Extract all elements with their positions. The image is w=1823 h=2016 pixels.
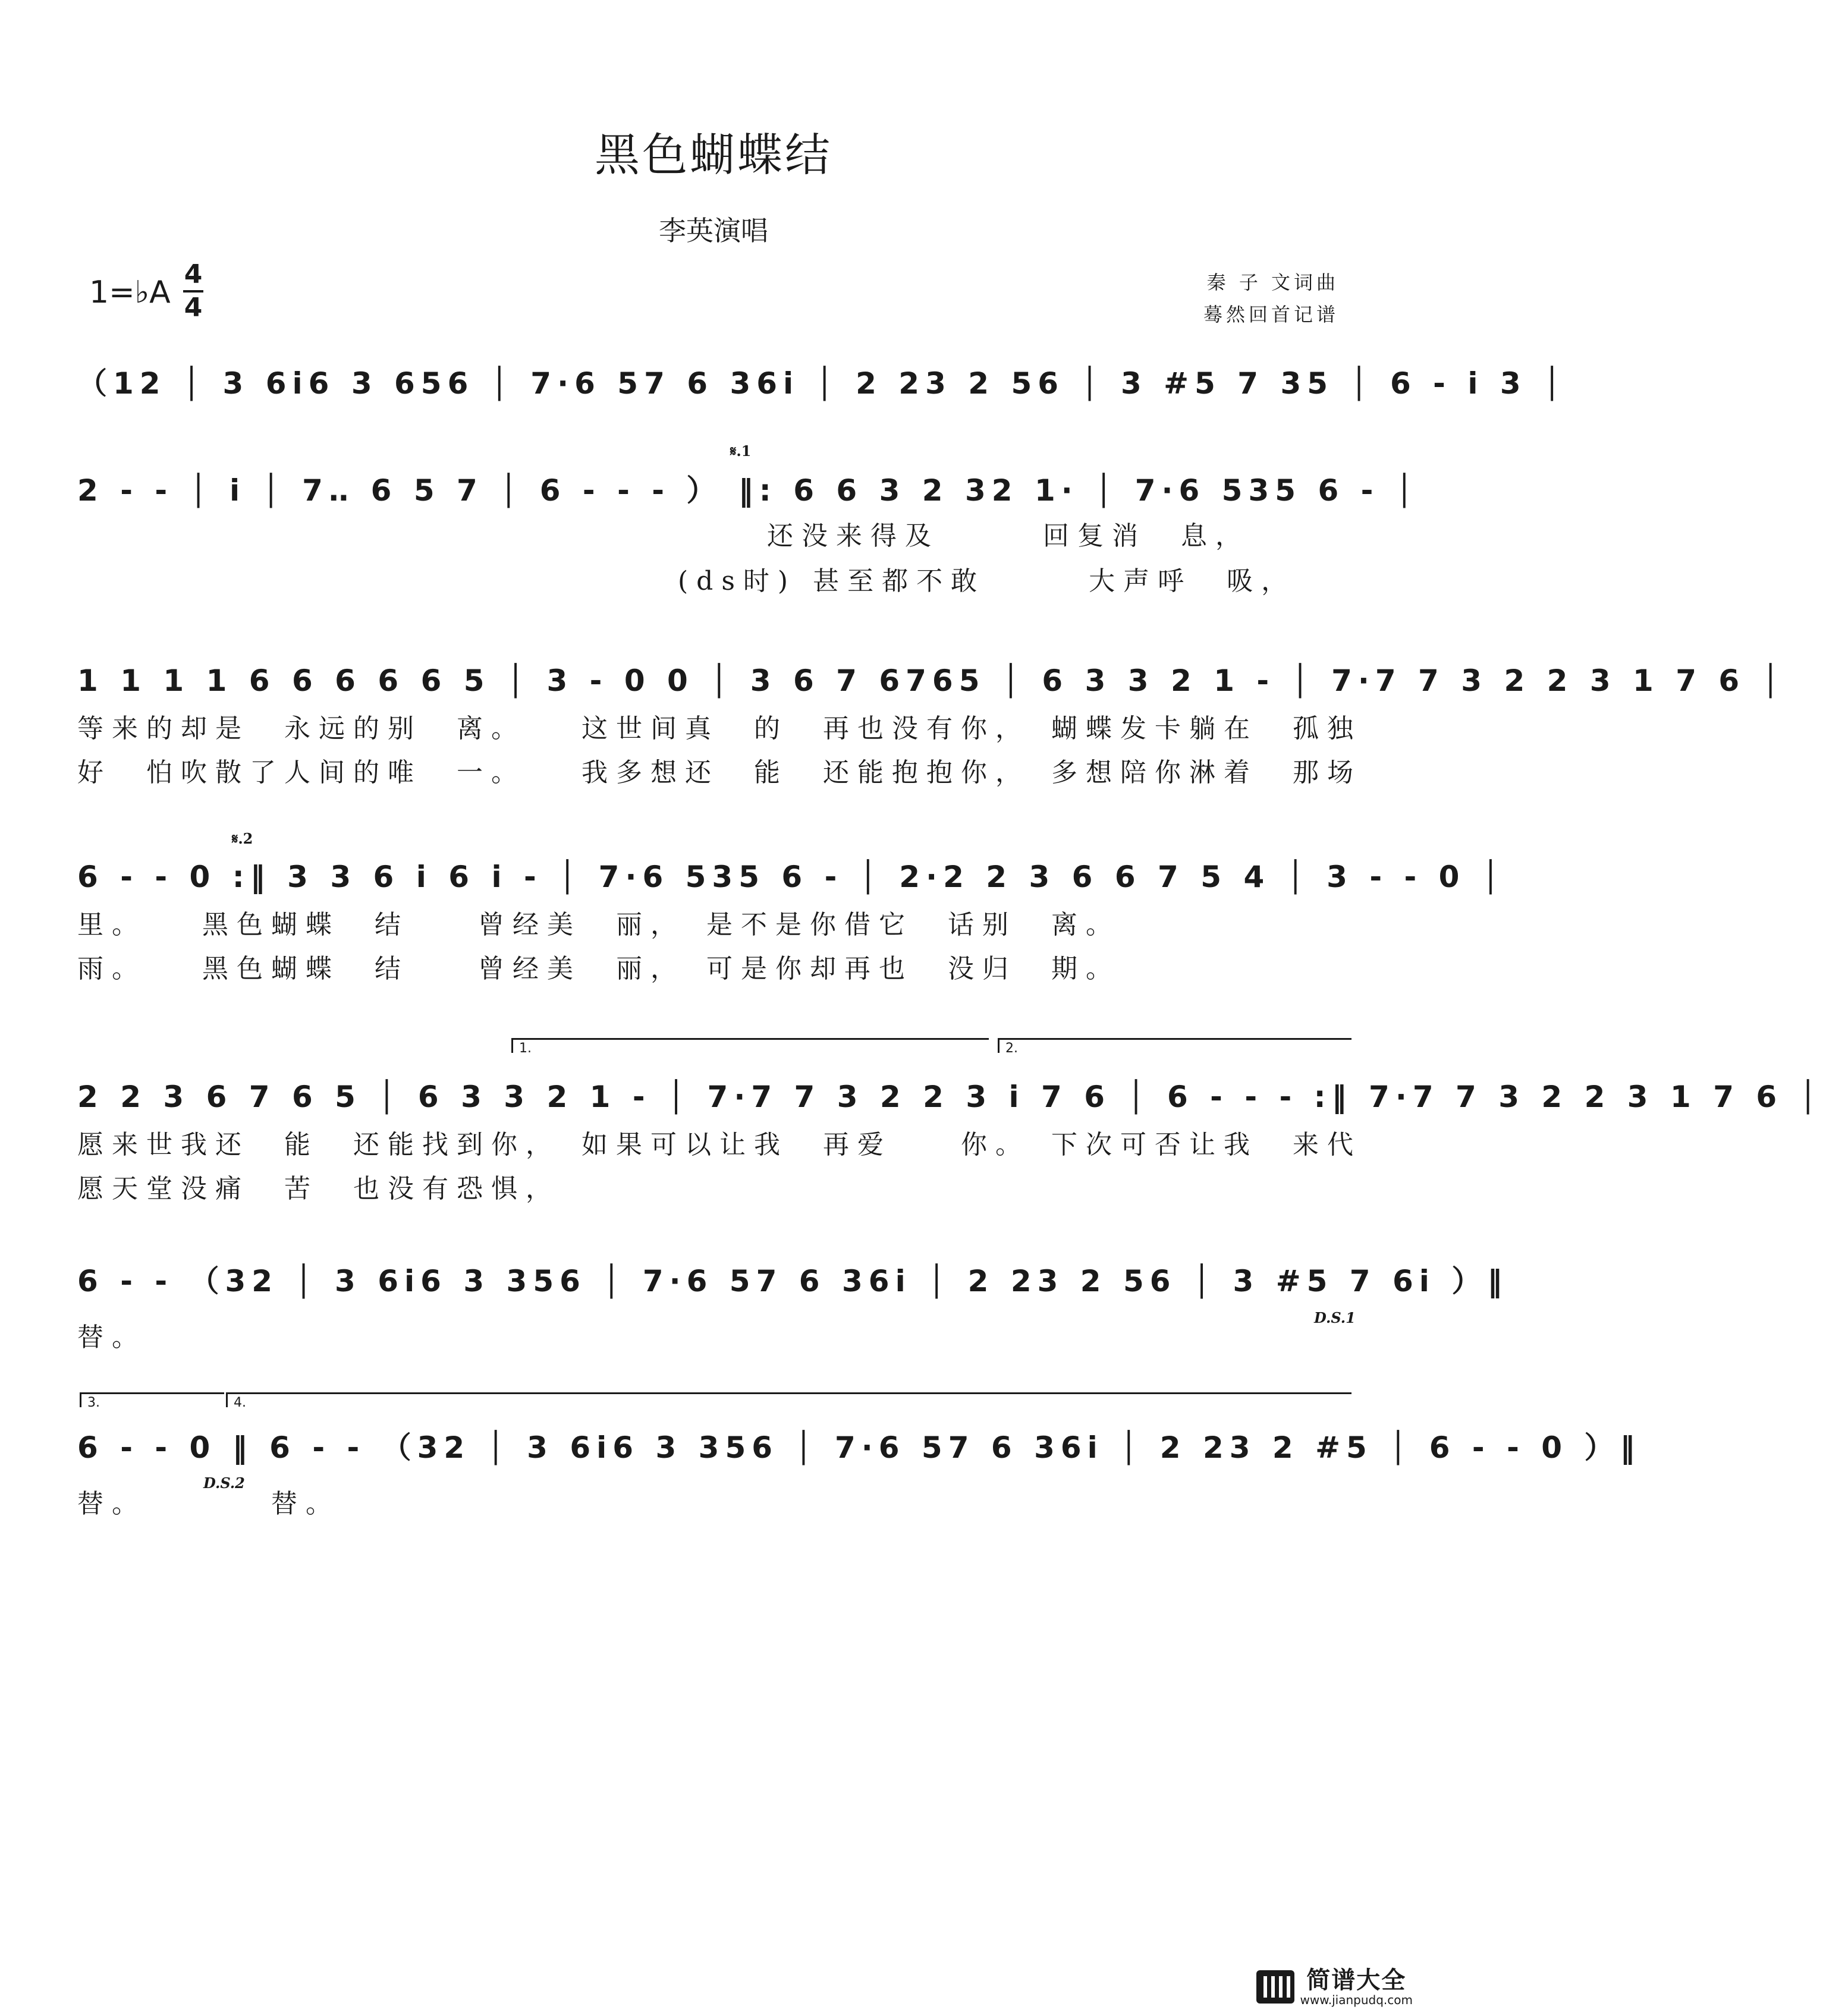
volta-1-label: 1. (519, 1041, 532, 1056)
volta-3-label: 3. (87, 1395, 100, 1410)
system-4-lyric-1: 里。 黑色蝴蝶 结 曾经美 丽， 是不是你借它 话别 离。 (77, 910, 1120, 940)
time-denominator: 4 (184, 293, 203, 323)
system-6-notes: 6 - - （32 │ 3 6i6 3 356 │ 7·6 57 6 36i │ 2 23 2 56 │ 3 #5 7 6i ）‖ (77, 1264, 1508, 1298)
watermark-text (1300, 1967, 1413, 2006)
system-7-notes: 6 - - 0 ‖ 6 - - （32 │ 3 6i6 3 356 │ 7·6 57 6 36i │ 2 23 2 #5 │ 6 - - 0 ）‖ (77, 1430, 1641, 1465)
ds2-marker: D.S.2 (203, 1474, 245, 1492)
system-4-lyric-2: 雨。 黑色蝴蝶 结 曾经美 丽， 可是你却再也 没归 期。 (77, 954, 1120, 984)
system-4-notes: 6 - - 0 :‖ 3 3 6 i 6 i - │ 7·6 535 6 - │ 2·2 2 3 6 6 7 5 4 │ 3 - - 0 │ (77, 860, 1505, 894)
segno-2-icon: 𝄋.2 (232, 830, 253, 847)
system-2-notes: 2 - - │ i │ 7‥ 6 5 7 │ 6 - - - ） ‖: 6 6 3 2 32 1· │ 7·6 535 6 - │ (77, 473, 1419, 508)
system-2 (77, 442, 1419, 596)
system-3-lyric-1: 等来的却是 永远的别 离。 这世间真 的 再也没有你， 蝴蝶发卡躺在 孤独 (77, 713, 1362, 744)
key-signature: 1=♭A (89, 275, 171, 310)
segno-1-icon: 𝄋.1 (730, 442, 752, 460)
watermark-name: 简谱大全 (1306, 1967, 1407, 1994)
volta-4 (226, 1392, 1351, 1410)
system-3-notes: 1 1 1 1 6 6 6 6 6 5 │ 3 - 0 0 │ 3 6 7 6765 │ 6 3 3 2 1 - │ 7·7 7 3 2 2 3 1 7 6 │ (77, 663, 1786, 698)
system-2-lyric-2: (ds时) 甚至都不敢 大声呼 吸， (678, 566, 1296, 596)
time-numerator: 4 (184, 259, 203, 290)
transcriber: 蓦然回首记谱 (1203, 303, 1339, 326)
system-5-lyric-2: 愿天堂没痛 苦 也没有恐惧， (77, 1174, 560, 1204)
volta-3 (80, 1392, 224, 1410)
volta-2-label: 2. (1005, 1041, 1018, 1056)
volta-1 (511, 1038, 989, 1056)
system-5-lyric-1: 愿来世我还 能 还能找到你， 如果可以让我 再爱 你。 下次可否让我 来代 (77, 1130, 1362, 1160)
system-6-lyric-1: 替。 (77, 1322, 146, 1353)
time-signature (183, 259, 203, 323)
credits (1203, 266, 1339, 331)
system-7 (77, 1395, 1641, 1519)
performer: 李英演唱 (659, 215, 768, 247)
system-2-lyric-1: 还没来得及 回复消 息， (767, 521, 1250, 551)
lyricist-composer: 秦 子 文词曲 (1206, 271, 1339, 294)
system-4 (77, 830, 1505, 984)
watermark-logo (1256, 1967, 1413, 2006)
system-3-lyric-2: 好 怕吹散了人间的唯 一。 我多想还 能 还能抱抱你， 多想陪你淋着 那场 (77, 757, 1362, 788)
volta-4-label: 4. (234, 1395, 246, 1410)
system-5 (77, 1041, 1823, 1204)
system-3 (77, 654, 1786, 788)
system-1-notes: （12 │ 3 6i6 3 656 │ 7·6 57 6 36i │ 2 23 2 56 │ 3 #5 7 35 │ 6 - i 3 │ (77, 366, 1567, 401)
piano-keys-icon (1256, 1970, 1294, 2004)
system-6 (77, 1254, 1508, 1353)
watermark-url: www.jianpudq.com (1300, 1993, 1413, 2007)
system-5-notes: 2 2 3 6 7 6 5 │ 6 3 3 2 1 - │ 7·7 7 3 2 2 3 i 7 6 │ 6 - - - :‖ 7·7 7 3 2 2 3 1 7 6 │ (77, 1080, 1823, 1114)
ds1-marker: D.S.1 (1314, 1309, 1356, 1326)
system-7-lyric-1: 替。 替。 (77, 1489, 340, 1519)
song-title: 黑色蝴蝶结 (595, 128, 832, 181)
volta-2 (998, 1038, 1351, 1056)
system-1 (77, 357, 1567, 422)
